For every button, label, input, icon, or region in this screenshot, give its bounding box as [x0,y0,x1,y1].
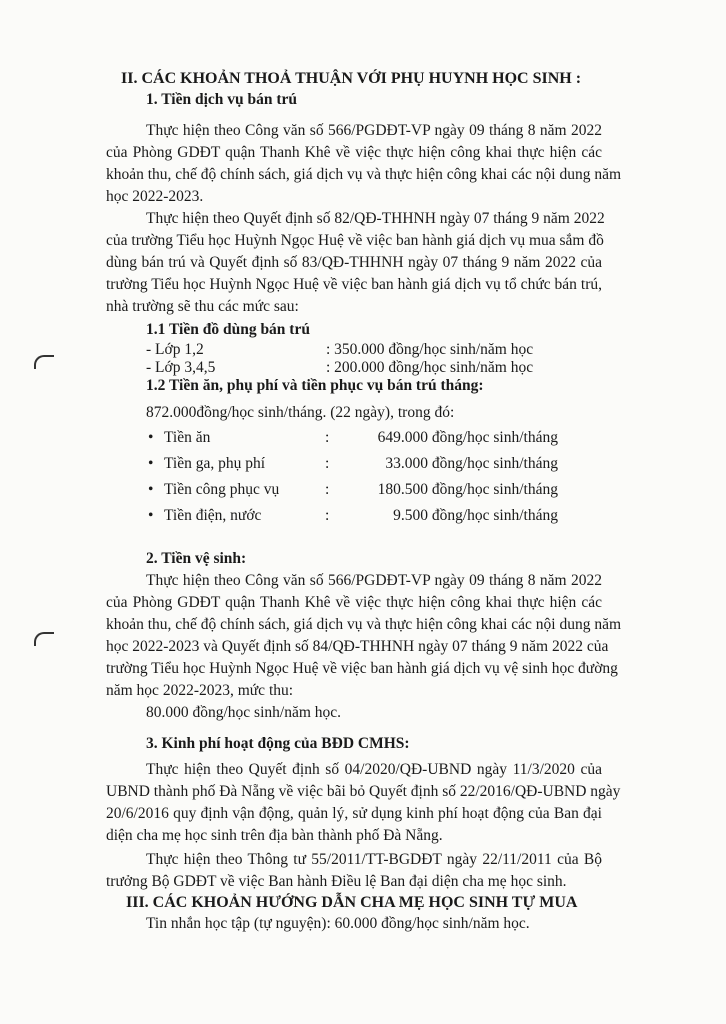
fee-row-value: 9.500 đồng/học sinh/tháng [393,507,558,524]
item-3-para2-line-1: Thực hiện theo Thông tư 55/2011/TT-BGDĐT ngày 22/11/2011 của Bộ [146,851,602,868]
item-1-para1-line-3: khoản thu, chế độ chính sách, giá dịch vụ và thực hiện công khai các nội dung năm [106,166,622,183]
sub-1-1-heading: 1.1 Tiền đồ dùng bán trú [146,321,310,338]
sub-1-1-row-value: : 200.000 đồng/học sinh/năm học [326,359,534,376]
hole-punch-mark [34,355,54,369]
item-1-para2-line-1: Thực hiện theo Quyết định số 82/QĐ-THHNH ngày 07 tháng 9 năm 2022 [146,210,605,227]
sub-1-1-row-value: : 350.000 đồng/học sinh/năm học [326,341,534,358]
item-1-para2-line-4: trường Tiểu học Huỳnh Ngọc Huệ về việc ban hành giá dịch vụ tổ chức bán trú, [106,276,602,293]
item-1-para2-line-5: nhà trường sẽ thu các mức sau: [106,298,299,315]
item-1-para2-line-2: của trường Tiểu học Huỳnh Ngọc Huệ về việc ban hành giá dịch vụ mua sắm đồ [106,232,604,249]
item-1-para1-line-1: Thực hiện theo Công văn số 566/PGDĐT-VP ngày 09 tháng 8 năm 2022 [146,122,602,139]
item-1-para2-line-3: dùng bán trú và Quyết định số 83/QĐ-THHNH ngày 07 tháng 9 năm 2022 của [106,254,602,271]
item-1-para1-line-2: của Phòng GDĐT quận Thanh Khê về việc thực hiện công khai thực hiện các [106,144,602,161]
sub-1-1-row-label: - Lớp 1,2 [146,341,204,358]
item-3-para1-line-1: Thực hiện theo Quyết định số 04/2020/QĐ-UBND ngày 11/3/2020 của [146,761,602,778]
item-2-para-line-6: năm học 2022-2023, mức thu: [106,682,294,699]
bullet-icon: • [148,507,154,524]
section-3-title: III. CÁC KHOẢN HƯỚNG DẪN CHA MẸ HỌC SINH TỰ MUA [126,894,578,911]
sub-1-2-heading: 1.2 Tiền ăn, phụ phí và tiền phục vụ bán trú tháng: [146,377,484,394]
bullet-icon: • [148,455,154,472]
item-3-para1-line-3: 20/6/2016 quy định vận động, quản lý, sử dụng kinh phí hoạt động của Ban đại [106,805,602,822]
item-1-heading: 1. Tiền dịch vụ bán trú [146,91,298,108]
fee-row-value: 649.000 đồng/học sinh/tháng [377,429,558,446]
hole-punch-mark [34,632,54,646]
sub-1-1-row-label: - Lớp 3,4,5 [146,359,216,376]
item-2-para-line-5: trường Tiểu học Huỳnh Ngọc Huệ về việc ban hành giá dịch vụ vệ sinh học đường [106,660,618,677]
item-2-para-line-1: Thực hiện theo Công văn số 566/PGDĐT-VP ngày 09 tháng 8 năm 2022 [146,572,602,589]
item-1-para1-line-4: học 2022-2023. [106,188,204,205]
item-3-para1-line-2: UBND thành phố Đà Nẵng về việc bãi bỏ Quyết định số 22/2016/QĐ-UBND ngày [106,783,621,800]
fee-row-colon: : [325,507,330,524]
item-2-para-line-4: học 2022-2023 và Quyết định số 84/QĐ-THHNH ngày 07 tháng 9 năm 2022 của [106,638,609,655]
fee-row-label: Tiền ăn [164,429,211,446]
section-2-title: II. CÁC KHOẢN THOẢ THUẬN VỚI PHỤ HUYNH HỌC SINH : [121,70,582,87]
fee-row-value: 33.000 đồng/học sinh/tháng [385,455,558,472]
item-2-heading: 2. Tiền vệ sinh: [146,550,247,567]
bullet-icon: • [148,429,154,446]
fee-row-colon: : [325,429,330,446]
item-2-para-line-2: của Phòng GDĐT quận Thanh Khê về việc thực hiện công khai thực hiện các [106,594,602,611]
fee-row-value: 180.500 đồng/học sinh/tháng [377,481,558,498]
item-3-para2-line-2: trưởng Bộ GDĐT về việc Ban hành Điều lệ Ban đại diện cha mẹ học sinh. [106,873,567,890]
item-2-amount: 80.000 đồng/học sinh/năm học. [146,704,342,721]
fee-row-label: Tiền điện, nước [164,507,262,524]
item-3-para1-line-4: diện cha mẹ học sinh trên địa bàn thành phố Đà Nẵng. [106,827,443,844]
item-2-para-line-3: khoản thu, chế độ chính sách, giá dịch vụ và thực hiện công khai các nội dung năm [106,616,622,633]
fee-row-label: Tiền công phục vụ [164,481,280,498]
bullet-icon: • [148,481,154,498]
item-3-heading: 3. Kinh phí hoạt động của BĐD CMHS: [146,735,410,752]
sub-1-2-total: 872.000đồng/học sinh/tháng. (22 ngày), trong đó: [146,404,455,421]
section-3-line: Tin nhắn học tập (tự nguyện): 60.000 đồng/học sinh/năm học. [146,915,530,932]
fee-row-colon: : [325,455,330,472]
fee-row-colon: : [325,481,330,498]
fee-row-label: Tiền ga, phụ phí [164,455,266,472]
